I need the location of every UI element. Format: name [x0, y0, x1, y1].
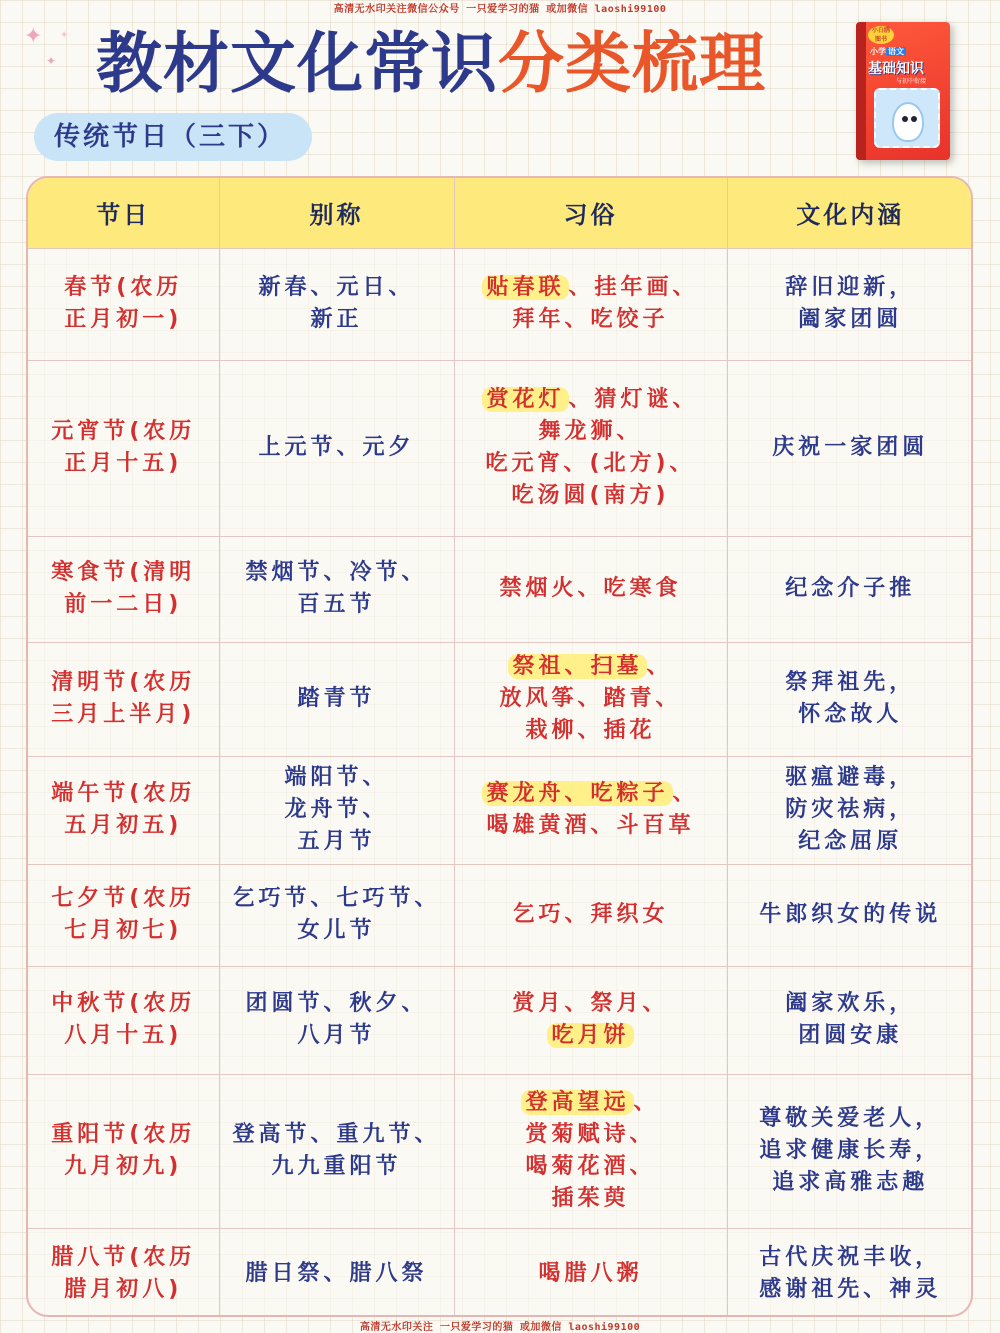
meaning-cell-line: 防灾祛病，	[785, 797, 916, 822]
meaning-cell-line: 牛郎织女的传说	[759, 902, 942, 927]
highlighted-custom: 赏花灯	[482, 387, 568, 412]
custom-text: 赏月、祭月、	[512, 991, 669, 1016]
table-row	[28, 642, 973, 756]
sparkle-icon: ✦	[24, 24, 43, 49]
table-row	[28, 360, 973, 536]
meaning-cell-line: 阖家团圆	[798, 307, 903, 332]
meaning-cell	[727, 248, 973, 360]
header-festival: 节日	[28, 178, 219, 248]
festival-table	[28, 178, 973, 1317]
meaning-cell-line: 纪念介子推	[785, 576, 916, 601]
customs-line	[461, 480, 721, 512]
table-row	[28, 756, 973, 864]
top-watermark: 高清无水印关注微信公众号 一只爱学习的猫 或加微信 laoshi99100	[333, 4, 667, 15]
alias-cell-line: 八月节	[297, 1023, 376, 1048]
section-subtitle: 传统节日（三下）	[34, 113, 312, 161]
book-title: 基础知识	[868, 61, 924, 77]
festival-cell	[28, 360, 219, 536]
alias-cell	[219, 756, 454, 864]
customs-cell	[454, 360, 727, 536]
alias-cell	[219, 536, 454, 642]
meaning-cell-line: 追求高雅志趣	[772, 1170, 929, 1195]
custom-text: 喝菊花酒、	[525, 1154, 656, 1179]
festival-cell-line: 寒食节(清明	[51, 560, 196, 585]
meaning-cell-line: 庆祝一家团圆	[772, 435, 929, 460]
penguin-illustration-icon	[874, 88, 940, 148]
book-tag: 语文	[888, 47, 904, 56]
highlighted-custom: 吃月饼	[547, 1023, 633, 1048]
book-brand-logo: 小白鸥 图书	[868, 26, 894, 44]
meaning-cell	[727, 1074, 973, 1228]
alias-cell-line: 百五节	[297, 592, 376, 617]
festival-cell-line: 前一二日)	[64, 592, 183, 617]
meaning-cell-line: 祭拜祖先，	[785, 670, 916, 695]
customs-line	[461, 1151, 721, 1183]
alias-cell-line: 九九重阳节	[271, 1154, 402, 1179]
festival-cell-line: 元宵节(农历	[51, 419, 196, 444]
festival-cell	[28, 864, 219, 966]
book-series-label: 小学	[870, 47, 886, 56]
title-part-1: 教材文化常识	[96, 25, 498, 102]
alias-cell-line: 禁烟节、冷节、	[245, 560, 428, 585]
custom-text: 禁烟火、吃寒食	[499, 576, 682, 601]
festival-cell	[28, 966, 219, 1074]
customs-cell	[454, 864, 727, 966]
customs-cell	[454, 536, 727, 642]
table-row	[28, 864, 973, 966]
alias-cell-line: 乞巧节、七巧节、	[232, 886, 441, 911]
bottom-watermark: 高清无水印关注 一只爱学习的猫 或加微信 laoshi99100	[359, 1322, 641, 1333]
meaning-cell-line: 纪念屈原	[798, 829, 903, 854]
meaning-cell	[727, 642, 973, 756]
page-title	[96, 16, 856, 112]
alias-cell-line: 端阳节、	[284, 765, 389, 790]
customs-line	[461, 448, 721, 480]
custom-text: 赏菊赋诗、	[525, 1122, 656, 1147]
penguin-eye	[911, 116, 917, 122]
alias-cell	[219, 248, 454, 360]
customs-line	[461, 272, 721, 304]
table-row	[28, 536, 973, 642]
alias-cell	[219, 966, 454, 1074]
festival-cell-line: 九月初九)	[64, 1154, 183, 1179]
alias-cell-line: 女儿节	[297, 918, 376, 943]
book-series	[870, 46, 948, 57]
custom-text: 舞龙狮、	[538, 419, 643, 444]
book-cover-image	[856, 22, 950, 160]
meaning-cell-line: 团圆安康	[798, 1023, 903, 1048]
alias-cell	[219, 360, 454, 536]
alias-cell-line: 腊日祭、腊八祭	[245, 1261, 428, 1287]
custom-text: 插茱萸	[551, 1186, 630, 1211]
meaning-cell-line: 尊敬关爱老人，	[759, 1106, 942, 1131]
customs-line	[461, 988, 721, 1020]
meaning-cell-line: 阖家欢乐，	[785, 991, 916, 1016]
custom-text: 乞巧、拜织女	[512, 902, 669, 927]
meaning-cell	[727, 536, 973, 642]
meaning-cell	[727, 864, 973, 966]
alias-cell	[219, 1074, 454, 1228]
custom-text: 、	[646, 654, 673, 679]
header-customs: 习俗	[454, 178, 727, 248]
customs-cell	[454, 248, 727, 360]
custom-text: 拜年、吃饺子	[512, 307, 669, 332]
customs-line	[461, 651, 721, 683]
customs-cell	[454, 642, 727, 756]
title-part-2: 分类梳理	[498, 25, 766, 102]
customs-line	[461, 1119, 721, 1151]
table-header-row	[28, 178, 973, 248]
alias-cell-line: 五月节	[297, 829, 376, 854]
festival-cell-line: 三月上半月)	[51, 702, 196, 727]
festival-cell	[28, 642, 219, 756]
custom-text: 放风筝、踏青、	[499, 686, 682, 711]
meaning-cell-line: 追求健康长寿，	[759, 1138, 942, 1163]
alias-cell-line: 新正	[310, 307, 363, 332]
meaning-cell	[727, 756, 973, 864]
festival-cell-line: 七夕节(农历	[51, 886, 196, 911]
customs-line	[461, 715, 721, 747]
table-row	[28, 966, 973, 1074]
custom-text: 喝腊八粥	[538, 1261, 643, 1287]
alias-cell	[219, 1228, 454, 1317]
festival-cell-line: 八月十五)	[64, 1023, 183, 1048]
festival-cell-line: 端午节(农历	[51, 781, 196, 806]
customs-line	[461, 1087, 721, 1119]
customs-line	[461, 683, 721, 715]
highlighted-custom: 贴春联	[482, 275, 568, 300]
customs-line	[461, 1020, 721, 1052]
festival-cell	[28, 756, 219, 864]
customs-line	[461, 416, 721, 448]
festival-cell-line: 正月初一)	[64, 307, 183, 332]
festival-cell	[28, 1074, 219, 1228]
alias-cell-line: 踏青节	[297, 686, 376, 711]
header-alias: 别称	[219, 178, 454, 248]
meaning-cell-line: 感谢祖先、神灵	[759, 1277, 942, 1303]
highlighted-custom: 登高望远	[521, 1090, 633, 1115]
meaning-cell-line: 怀念故人	[798, 702, 903, 727]
festival-cell-line: 清明节(农历	[51, 670, 196, 695]
customs-cell	[454, 966, 727, 1074]
festival-cell	[28, 536, 219, 642]
custom-text: 、	[672, 781, 699, 806]
festival-cell-line: 重阳节(农历	[51, 1122, 196, 1147]
alias-cell-line: 上元节、元夕	[258, 435, 415, 460]
alias-cell-line: 新春、元日、	[258, 275, 415, 300]
customs-cell	[454, 1228, 727, 1317]
book-spine	[856, 22, 866, 160]
customs-line	[461, 573, 721, 605]
festival-cell-line: 春节(农历	[64, 275, 183, 300]
alias-cell-line: 团圆节、秋夕、	[245, 991, 428, 1016]
customs-line	[461, 1258, 721, 1290]
customs-cell	[454, 1074, 727, 1228]
festival-cell-line: 七月初七)	[64, 918, 183, 943]
custom-text: 、猜灯谜、	[568, 387, 699, 412]
customs-line	[461, 1183, 721, 1215]
penguin-eye	[902, 116, 908, 122]
table-body	[28, 248, 973, 1317]
customs-line	[461, 810, 721, 842]
highlighted-custom: 赛龙舟、吃粽子	[482, 781, 672, 806]
penguin-body	[892, 102, 924, 142]
table-row	[28, 1228, 973, 1317]
festival-cell	[28, 1228, 219, 1317]
custom-text: 、挂年画、	[568, 275, 699, 300]
meaning-cell	[727, 966, 973, 1074]
custom-text: 吃元宵、(北方)、	[485, 451, 696, 476]
table-row	[28, 248, 973, 360]
festival-cell-line: 五月初五)	[64, 813, 183, 838]
table-row	[28, 1074, 973, 1228]
header-meaning: 文化内涵	[727, 178, 973, 248]
meaning-cell-line: 辞旧迎新，	[785, 275, 916, 300]
festival-cell	[28, 248, 219, 360]
customs-line	[461, 778, 721, 810]
highlighted-custom: 祭祖、扫墓	[508, 654, 646, 679]
festival-cell-line: 腊月初八)	[64, 1277, 183, 1303]
sparkle-icon: ✦	[60, 30, 69, 41]
meaning-cell	[727, 360, 973, 536]
customs-line	[461, 384, 721, 416]
meaning-cell-line: 驱瘟避毒，	[785, 765, 916, 790]
meaning-cell-line: 古代庆祝丰收，	[759, 1245, 942, 1271]
customs-line	[461, 304, 721, 336]
custom-text: 栽柳、插花	[525, 718, 656, 743]
custom-text: 吃汤圆(南方)	[511, 483, 670, 508]
alias-cell-line: 龙舟节、	[284, 797, 389, 822]
custom-text: 喝雄黄酒、斗百草	[486, 813, 695, 838]
festival-cell-line: 中秋节(农历	[51, 991, 196, 1016]
alias-cell	[219, 642, 454, 756]
festival-table-container	[26, 176, 973, 1317]
customs-cell	[454, 756, 727, 864]
alias-cell-line: 登高节、重九节、	[232, 1122, 441, 1147]
meaning-cell	[727, 1228, 973, 1317]
festival-cell-line: 腊八节(农历	[51, 1245, 196, 1271]
festival-cell-line: 正月十五)	[64, 451, 183, 476]
book-note: 与初中衔接	[896, 78, 927, 85]
sparkle-icon: ✦	[46, 54, 57, 68]
custom-text: 、	[633, 1090, 660, 1115]
alias-cell	[219, 864, 454, 966]
customs-line	[461, 899, 721, 931]
